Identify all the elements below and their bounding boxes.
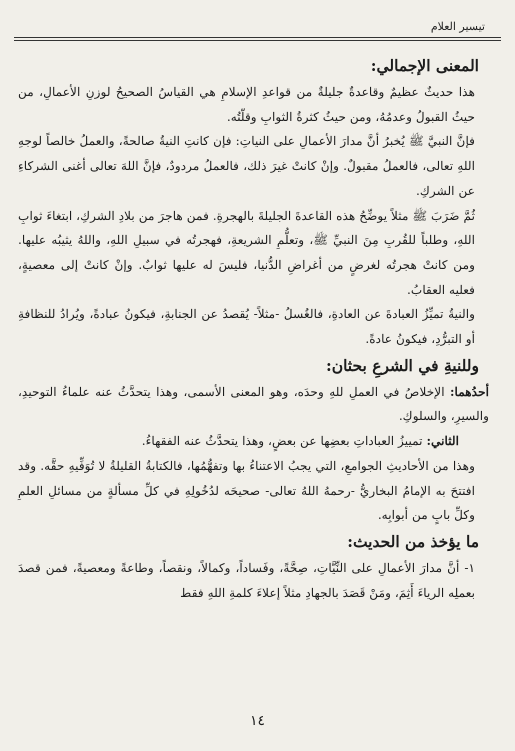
running-title: تيسير العلام xyxy=(430,20,485,33)
labeled-paragraph xyxy=(18,380,489,429)
section-heading: المعنى الإجمالي: xyxy=(370,56,479,75)
header-rule-bottom xyxy=(14,40,501,41)
section-heading: ما يؤخذ من الحديث: xyxy=(347,531,479,551)
paragraph-text: الإخلاصُ في العملِ للهِ وحدَه، وهو المعنى الأسمى، وهذا يتحدَّثُ عنه علماءُ التوحيدِ، والسيرِ، والسلوكِ. xyxy=(18,384,489,424)
labeled-paragraph xyxy=(18,429,489,454)
section-heading: وللنيةِ في الشرعِ بحثان: xyxy=(325,355,479,375)
body-paragraph: هذا حديثٌ عظيمٌ وقاعدةٌ جليلةٌ من قواعدِ الإسلامِ هي القياسُ الصحيحُ لوزنِ الأعمالِ، من حيثُ القبولُ وعدمُهُ، ومن حيثُ كثرةُ الثوابِ وقلّتُه. xyxy=(18,85,475,124)
page-number: ١٤ xyxy=(249,713,266,729)
paragraph-text: تمييزُ العباداتِ بعضِها عن بعضٍ، وهذا يتحدَّثُ عنه الفقهاءُ. xyxy=(141,434,427,449)
body-paragraph: والنيةُ تميِّزُ العبادةَ عن العادةِ، فالغُسلُ -مثلاً- يُقصدُ عن الجنابةِ، فيكونُ عبادةً، ويُرادُ للنظافةِ أو التبرُّدِ، فيكونُ عادةً. xyxy=(18,307,475,347)
header-rule-top xyxy=(14,37,501,38)
page-body xyxy=(18,52,489,605)
body-paragraph: وهذا من الأحاديثِ الجوامعِ، التي يجبُ الاعتناءُ بها وتفهُّمُها، فالكتابةُ القليلةُ لا تُوَفِّيهِ حقَّه. وقد افتتحَ به الإمامُ البخاريُّ -رحمهُ اللهُ تعالى- صحيحَه لدُخُولِهِ في كلِّ مسألةٍ من مسائلِ العلمِ وكلِّ بابٍ من أبوابِه. xyxy=(18,458,475,523)
body-paragraph: ثُمَّ ضَرَبَ ﷺ مثلاً يوضِّحُ هذه القاعدةَ الجليلةَ بالهجرةِ. فمن هاجرَ من بلادِ الشركِ، ابتغاءَ ثوابِ اللهِ، وطلباً للقُربِ مِنَ النبيِّ ﷺ، وتعلُّمِ الشريعةِ، فهجرتُه في سبيلِ اللهِ، واللهُ يثيبُه عليها. ومن كانتْ هجرتُه لغرضٍ من أغراضِ الدُّنيا، فليسَ له عليها ثوابٌ. وإنْ كانتْ إلى معصيةٍ، فعليه العقابُ. xyxy=(18,208,475,297)
paragraph-label: الثاني: xyxy=(426,434,459,449)
body-paragraph: فإنَّ النبيَّ ﷺ يُخبرُ أنَّ مدارَ الأعمالِ على النياتِ: فإن كانتِ النيةُ صالحةً، والعملُ خالصاً لوجهِ اللهِ تعالى، فالعملُ مقبولٌ. وإنْ كانتْ غيرَ ذلك، فالعملُ مردودٌ، فإنَّ اللهَ تعالى أغنى الشركاءِ عن الشركِ. xyxy=(18,134,475,198)
paragraph-label: أحدُهما: xyxy=(449,384,489,399)
body-paragraph: ١- أنَّ مدارَ الأعمالِ على النِّيَّاتِ، صِحَّةً، وفَساداً، وكمالاً، ونقصاً، وطاعةً ومعصيةً، فمن قصدَ بعملِه الرياءَ أَثِمَ، ومَنْ قَصَدَ بالجهادِ مثلاً إعلاءَ كلمةِ اللهِ فقط xyxy=(18,560,475,600)
